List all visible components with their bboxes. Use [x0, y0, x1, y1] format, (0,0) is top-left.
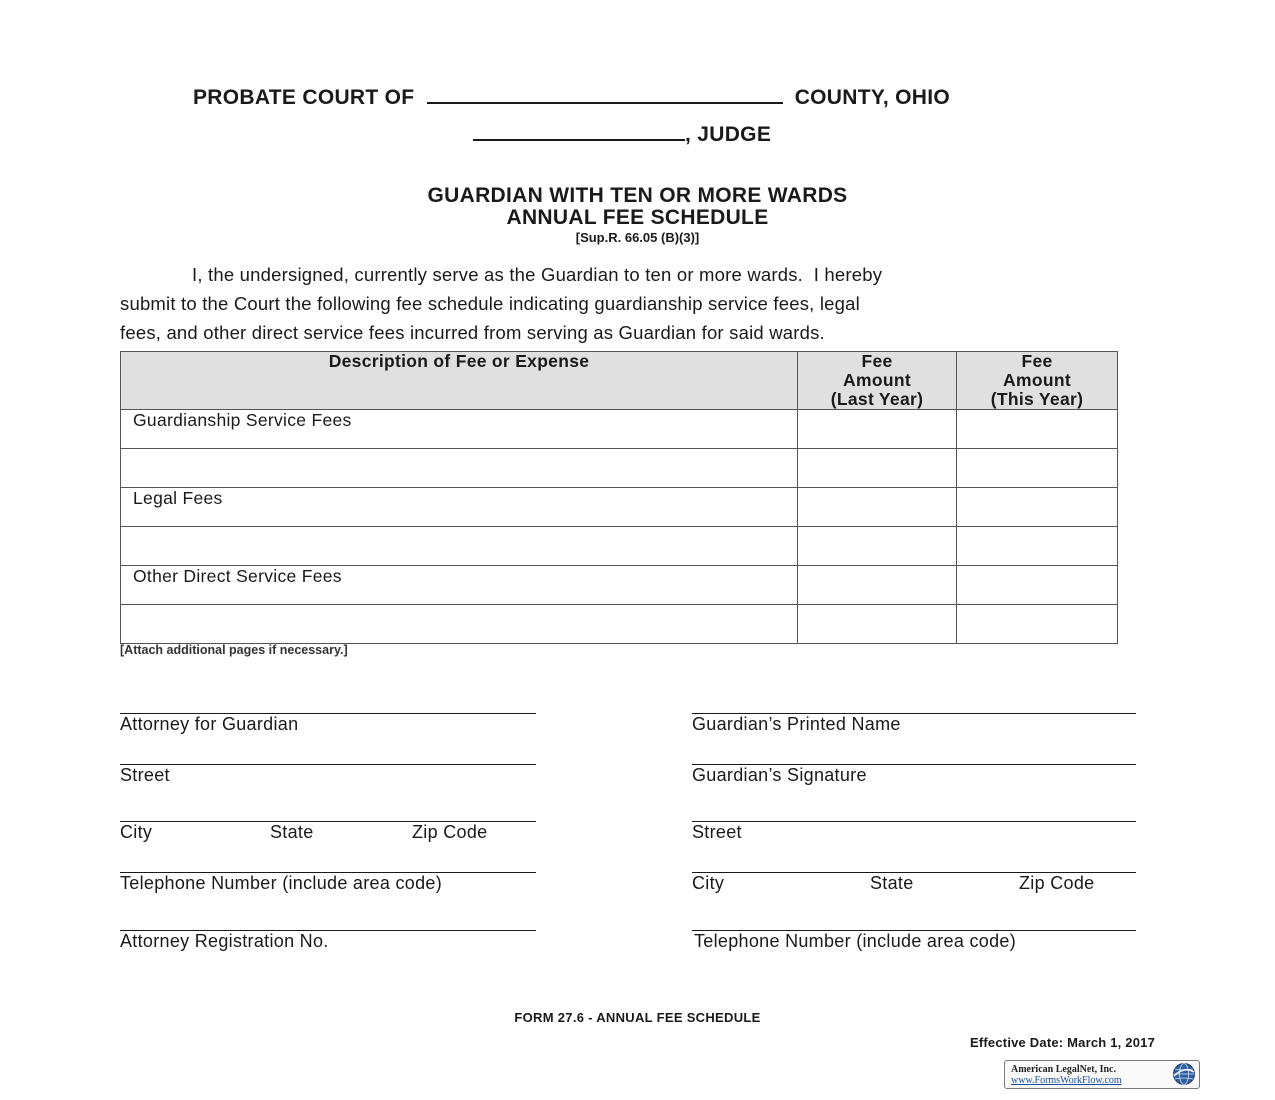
row-last-year-amount[interactable]: [798, 449, 957, 488]
row-this-year-amount[interactable]: [957, 527, 1118, 566]
statement-paragraph: [120, 260, 1120, 347]
fee-table-header: [121, 352, 1118, 410]
logo-company-name: American LegalNet, Inc.: [1011, 1064, 1116, 1075]
judge-header: [473, 123, 771, 147]
row-this-year-amount[interactable]: [957, 410, 1118, 449]
logo-website-link[interactable]: www.FormsWorkFlow.com: [1011, 1075, 1122, 1086]
guardian-city-label: City: [692, 873, 725, 893]
col-description: Description of Fee or Expense: [121, 352, 798, 410]
table-row: [121, 488, 1118, 527]
form-title-line1: GUARDIAN WITH TEN OR MORE WARDS: [427, 184, 848, 207]
guardian-phone-label: Telephone Number (include area code): [694, 931, 1016, 951]
table-row: [121, 605, 1118, 644]
attorney-zip-label: Zip Code: [412, 822, 488, 842]
table-row: [121, 566, 1118, 605]
court-suffix: COUNTY, OHIO: [794, 86, 950, 109]
rule-citation: [Sup.R. 66.05 (B)(3)]: [575, 230, 700, 245]
attach-note: [Attach additional pages if necessary.]: [120, 643, 348, 657]
attorney-registration-label: Attorney Registration No.: [120, 931, 329, 951]
row-last-year-amount[interactable]: [798, 410, 957, 449]
guardian-zip-label: Zip Code: [1019, 873, 1095, 893]
guardian-street-line[interactable]: [692, 821, 1136, 822]
form-number: FORM 27.6 - ANNUAL FEE SCHEDULE: [514, 1010, 761, 1025]
county-blank[interactable]: [427, 86, 783, 104]
row-last-year-amount[interactable]: [798, 566, 957, 605]
form-title-line2: ANNUAL FEE SCHEDULE: [506, 206, 769, 229]
row-last-year-amount[interactable]: [798, 527, 957, 566]
row-last-year-amount[interactable]: [798, 488, 957, 527]
row-this-year-amount[interactable]: [957, 566, 1118, 605]
globe-icon: [1172, 1062, 1196, 1086]
statement-line2: submit to the Court the following fee schedule indicating guardianship service fees, legal: [120, 293, 860, 314]
row-description[interactable]: Legal Fees: [121, 488, 798, 527]
guardian-street-label: Street: [692, 822, 742, 842]
attorney-state-label: State: [270, 822, 314, 842]
col-this-year: Fee Amount (This Year): [957, 352, 1118, 410]
table-row: [121, 449, 1118, 488]
row-this-year-amount[interactable]: [957, 488, 1118, 527]
col-last-year: Fee Amount (Last Year): [798, 352, 957, 410]
fee-table: [120, 351, 1118, 644]
statement-line1: I, the undersigned, currently serve as the Guardian to ten or more wards. I hereby: [192, 264, 883, 285]
attorney-street-label: Street: [120, 765, 170, 785]
row-this-year-amount[interactable]: [957, 605, 1118, 644]
attorney-street-line[interactable]: [120, 764, 536, 765]
guardian-signature-label: Guardian’s Signature: [692, 765, 867, 785]
table-row: [121, 410, 1118, 449]
statement-line3: fees, and other direct service fees incurred from serving as Guardian for said wards.: [120, 322, 825, 343]
guardian-printed-name-label: Guardian’s Printed Name: [692, 714, 901, 734]
row-description[interactable]: [121, 527, 798, 566]
row-description[interactable]: Other Direct Service Fees: [121, 566, 798, 605]
attorney-phone-label: Telephone Number (include area code): [120, 873, 442, 893]
guardian-state-label: State: [870, 873, 914, 893]
effective-date: Effective Date: March 1, 2017: [970, 1035, 1155, 1050]
court-prefix: PROBATE COURT OF: [193, 86, 415, 109]
table-row: [121, 527, 1118, 566]
judge-blank[interactable]: [473, 123, 685, 141]
attorney-city-label: City: [120, 822, 153, 842]
row-description[interactable]: [121, 449, 798, 488]
row-last-year-amount[interactable]: [798, 605, 957, 644]
row-description[interactable]: [121, 605, 798, 644]
row-this-year-amount[interactable]: [957, 449, 1118, 488]
attorney-name-label: Attorney for Guardian: [120, 714, 299, 734]
row-description[interactable]: Guardianship Service Fees: [121, 410, 798, 449]
court-header: [193, 86, 950, 110]
judge-suffix: , JUDGE: [685, 123, 772, 146]
legalnet-logo[interactable]: [1004, 1060, 1200, 1089]
